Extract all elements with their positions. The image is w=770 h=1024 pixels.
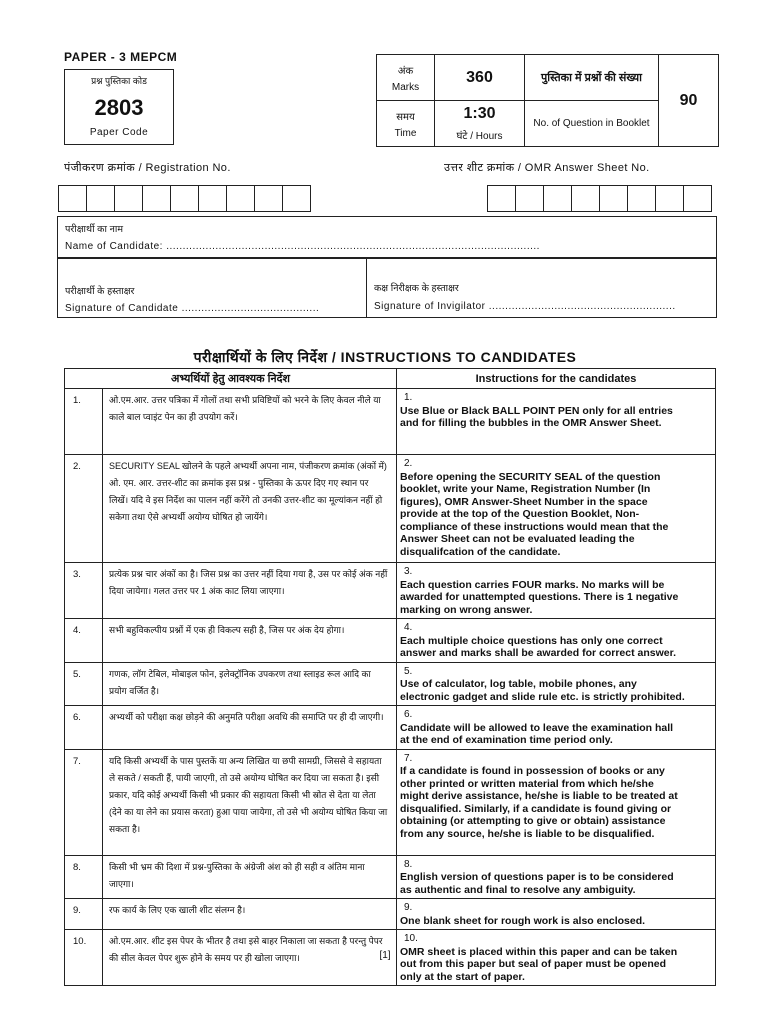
invigilator-signature-field[interactable]: Signature of Invigilator ......................................................... — [374, 301, 676, 312]
instruction-text-hi: किसी भी भ्रम की दिशा में प्रश्न-पुस्तिका के अंग्रेजी अंश को ही सही व अंतिम माना जाएगा। — [103, 855, 397, 899]
omr-sheet-label: उत्तर शीट क्रमांक / OMR Answer Sheet No. — [444, 162, 650, 174]
instruction-number-en: 8. — [404, 858, 413, 870]
digit-box[interactable] — [683, 185, 712, 212]
digit-box[interactable] — [627, 185, 656, 212]
time-label-hi: समय — [396, 111, 415, 123]
instruction-text-hi: गणक, लॉग टेबिल, मोबाइल फोन, इलेक्ट्रॉनिक उपकरण तथा स्लाइड रूल आदि का प्रयोग वर्जित है। — [103, 662, 397, 706]
digit-box[interactable] — [58, 185, 87, 212]
digit-box[interactable] — [86, 185, 115, 212]
digit-box[interactable] — [599, 185, 628, 212]
instruction-number-en: 5. — [404, 665, 413, 677]
signature-divider — [366, 259, 367, 317]
instruction-row — [65, 389, 716, 455]
time-value: 1:30 — [463, 105, 496, 122]
instruction-number-en: 2. — [404, 458, 413, 469]
instruction-text-en-body: If a candidate is found in possession of books or any other printed or written material from which he/she might derive assistance, he/she is liable to be treated at disqualified. Similarly, if a candidate is found giving or obtaining (or attempting to give or obtain) assistance from any source, he/she is liable to be disqualified. — [400, 765, 678, 840]
marks-label-hi: अंक — [397, 65, 414, 77]
instruction-text-hi: SECURITY SEAL खोलने के पहले अभ्यर्थी अपना नाम, पंजीकरण क्रमांक (अंकों में) ओ. एम. आर. उत्तर-शीट का क्रमांक इस प्रश्न - पुस्तिका के ऊपर दिए गए स्थान पर लिखें। यदि वे इस निर्देश का पालन नहीं करेंगे तो उनकी उत्तर-शीट का मूल्यांकन नहीं हो सकेगा तथा ऐसे अभ्यर्थी अयोग्य घोषित हो जायेंगे। — [103, 455, 397, 563]
instruction-text-hi: ओ.एम.आर. उत्तर पत्रिका में गोलों तथा सभी प्रविष्टियों को भरने के लिए केवल नीले या काले बाल प्वाइंट पेन का ही उपयोग करें। — [103, 389, 397, 455]
instruction-text-en-body: One blank sheet for rough work is also enclosed. — [400, 914, 646, 927]
paper-code-box — [64, 69, 174, 145]
time-cell — [435, 101, 525, 147]
instruction-number: 9. — [65, 899, 103, 930]
digit-box[interactable] — [254, 185, 283, 212]
instruction-text-en — [397, 563, 716, 619]
instruction-row — [65, 563, 716, 619]
instruction-text-en-body: Use Blue or Black BALL POINT PEN only for all entries and for filling the bubbles in the OMR Answer Sheet. — [400, 404, 673, 429]
instruction-number: 2. — [65, 455, 103, 563]
instruction-text-en-body: OMR sheet is placed within this paper and can be taken out from this paper but seal of paper must be opened only at the start of paper. — [400, 945, 678, 983]
instruction-number-en: 1. — [404, 392, 413, 403]
digit-box[interactable] — [543, 185, 572, 212]
instruction-text-en-body: Each multiple choice questions has only one correct answer and marks shall be awarded for correct answer. — [400, 634, 677, 659]
instruction-number: 6. — [65, 706, 103, 750]
instruction-text-hi: यदि किसी अभ्यर्थी के पास पुस्तकें या अन्य लिखित या छपी सामग्री, जिससे वे सहायता ले सकते / सकती हैं, पायी जाएगी, तो उसे अयोग्य घोषित कर दिया जा सकता है। इसी प्रकार, यदि कोई अभ्यर्थी किसी भी प्रकार की सहायता किसी भी स्रोत से देता या लेता (देने का या लेने का प्रयास करता) हुआ पाया जायेगा, तो उसे भी अयोग्य घोषित किया जा सकता है। — [103, 749, 397, 855]
digit-box[interactable] — [198, 185, 227, 212]
candidate-name-label-hi: परीक्षार्थी का नाम — [65, 224, 123, 235]
candidate-signature-field[interactable]: Signature of Candidate .......................................... — [65, 303, 320, 314]
marks-value: 360 — [435, 55, 525, 101]
paper-code-label-en: Paper Code — [89, 127, 149, 138]
instruction-text-en-body: Candidate will be allowed to leave the examination hall at the end of examination time period only. — [400, 721, 674, 746]
instruction-number-en: 4. — [404, 622, 413, 633]
instructions-title: परीक्षार्थियों के लिए निर्देश / INSTRUCTIONS TO CANDIDATES — [193, 349, 577, 365]
instruction-row — [65, 855, 716, 899]
instruction-row — [65, 455, 716, 563]
instruction-row — [65, 749, 716, 855]
instruction-text-en-body: English version of questions paper is to be considered as authentic and final to resolve any ambiguity. — [400, 871, 674, 896]
instruction-text-en-body: Before opening the SECURITY SEAL of the question booklet, write your Name, Registration Number (In figures), OMR Answer-Sheet Number in the space provide at the top of the Question Booklet, Non-compliance of these instructions would mean that the Answer Sheet can not be evaluated leading the disqualifcation of the candidate. — [400, 470, 669, 558]
marks-label — [377, 55, 435, 101]
candidate-signature-label-hi: परीक्षार्थी के हस्ताक्षर — [65, 286, 135, 297]
questions-label-hi: पुस्तिका में प्रश्नों की संख्या — [525, 55, 659, 101]
instruction-text-hi: अभ्यर्थी को परीक्षा कक्ष छोड़ने की अनुमति परीक्षा अवधि की समाप्ति पर ही दी जाएगी। — [103, 706, 397, 750]
instruction-text-en — [397, 706, 716, 750]
digit-box[interactable] — [114, 185, 143, 212]
instruction-number: 10. — [65, 930, 103, 986]
digit-box[interactable] — [226, 185, 255, 212]
instruction-text-hi: प्रत्येक प्रश्न चार अंकों का है। जिस प्रश्न का उत्तर नहीं दिया गया है, उस पर कोई अंक नहीं दिया जायेगा। गलत उत्तर पर 1 अंक काट लिया जाएगा। — [103, 563, 397, 619]
instruction-text-en — [397, 619, 716, 663]
digit-box[interactable] — [282, 185, 311, 212]
instruction-text-en — [397, 662, 716, 706]
instruction-text-en-body: Use of calculator, log table, mobile phones, any electronic gadget and slide rule etc. is strictly prohibited. — [400, 678, 685, 703]
digit-box[interactable] — [655, 185, 684, 212]
registration-label: पंजीकरण क्रमांक / Registration No. — [64, 162, 231, 174]
instruction-text-en — [397, 455, 716, 563]
instruction-row — [65, 662, 716, 706]
instruction-number-en: 9. — [404, 902, 413, 913]
time-unit: घंटे / Hours — [456, 131, 503, 142]
instruction-number: 8. — [65, 855, 103, 899]
instruction-row — [65, 899, 716, 930]
signature-section — [57, 258, 717, 318]
digit-box[interactable] — [170, 185, 199, 212]
digit-box[interactable] — [487, 185, 516, 212]
candidate-name-field[interactable] — [57, 216, 717, 258]
instruction-number-en: 7. — [404, 752, 413, 764]
instruction-text-en — [397, 749, 716, 855]
instruction-number-en: 3. — [404, 566, 413, 577]
instruction-text-en — [397, 855, 716, 899]
digit-box[interactable] — [571, 185, 600, 212]
instructions-table — [64, 368, 716, 986]
omr-number-boxes[interactable] — [488, 185, 712, 212]
instruction-number: 1. — [65, 389, 103, 455]
registration-number-boxes[interactable] — [59, 185, 311, 212]
instruction-text-en — [397, 899, 716, 930]
instruction-number-en: 6. — [404, 709, 413, 720]
instruction-number: 7. — [65, 749, 103, 855]
instruction-text-hi: सभी बहुविकल्पीय प्रश्नों में एक ही विकल्प सही है, जिस पर अंक देय होगा। — [103, 619, 397, 663]
instruction-number: 4. — [65, 619, 103, 663]
instruction-row — [65, 619, 716, 663]
instruction-text-en-body: Each question carries FOUR marks. No marks will be awarded for unattempted questions. There is 1 negative marking on wrong answer. — [400, 578, 679, 616]
invigilator-signature-label-hi: कक्ष निरीक्षक के हस्ताक्षर — [374, 283, 459, 294]
page-number: [1] — [379, 950, 391, 961]
instruction-number-en: 10. — [404, 933, 418, 944]
time-label — [377, 101, 435, 147]
time-label-en: Time — [394, 127, 417, 139]
instruction-number: 3. — [65, 563, 103, 619]
instruction-row — [65, 706, 716, 750]
instructions-header-en: Instructions for the candidates — [397, 369, 716, 389]
digit-box[interactable] — [515, 185, 544, 212]
instructions-header-hi: अभ्यर्थियों हेतु आवश्यक निर्देश — [65, 369, 397, 389]
instruction-number: 5. — [65, 662, 103, 706]
exam-meta-table — [376, 54, 719, 147]
instruction-text-en — [397, 389, 716, 455]
questions-label-en: No. of Question in Booklet — [525, 101, 659, 147]
instruction-text-hi: ओ.एम.आर. शीट इस पेपर के भीतर है तथा इसे बाहर निकाला जा सकता है परन्तु पेपर की सील केवल पेपर शुरू होने के समय पर ही खोला जाएगा। — [103, 930, 397, 986]
paper-code-label-hi: प्रश्न पुस्तिका कोड — [91, 76, 147, 86]
paper-code: 2803 — [94, 95, 144, 120]
instruction-text-hi: रफ कार्य के लिए एक खाली शीट संलग्न है। — [103, 899, 397, 930]
paper-title: PAPER - 3 MEPCM — [64, 50, 178, 64]
marks-label-en: Marks — [391, 81, 420, 93]
questions-value: 90 — [659, 55, 719, 147]
candidate-name-label-en: Name of Candidate: .................................................................................................................. — [65, 241, 540, 252]
digit-box[interactable] — [142, 185, 171, 212]
